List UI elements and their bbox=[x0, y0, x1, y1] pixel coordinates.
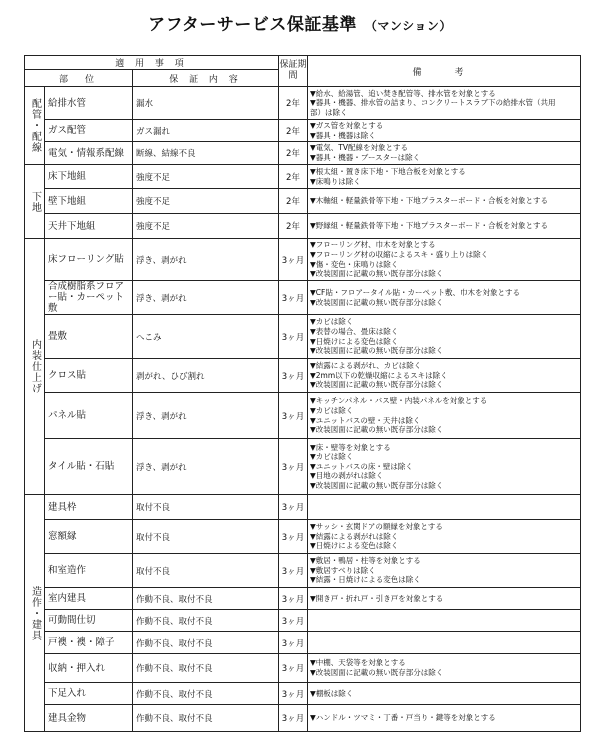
note-line: ▼根太組・置き床下地・下地合板を対象とする bbox=[310, 166, 466, 176]
part-cell: 合成樹脂系フロアー貼・カーペット敷 bbox=[45, 281, 133, 315]
warranty-content-cell: へこみ bbox=[133, 315, 279, 359]
header-applicable: 適 用 事 項 bbox=[25, 56, 279, 70]
warranty-content-cell: 作動不良、取付不良 bbox=[133, 632, 279, 654]
title-text: アフターサービス保証基準 bbox=[148, 15, 357, 35]
note-line: ▼結露による剥がれ、カビは除く bbox=[310, 361, 422, 371]
part-cell: パネル貼 bbox=[45, 393, 133, 439]
note-line: ▼敷居・鴨居・柱等を対象とする bbox=[310, 556, 421, 566]
warranty-period-cell: 3ヶ月 bbox=[279, 393, 308, 439]
note-line: ▼中棚、天袋等を対象とする bbox=[310, 658, 406, 668]
note-line: ▼キッチンパネル・バス壁・内装パネルを対象とする bbox=[310, 396, 488, 406]
warranty-content-cell: 浮き、剥がれ bbox=[133, 281, 279, 315]
warranty-content-cell: 作動不良、取付不良 bbox=[133, 705, 279, 732]
notes-cell bbox=[308, 588, 581, 610]
warranty-period-cell: 3ヶ月 bbox=[279, 281, 308, 315]
warranty-content-cell: 漏水 bbox=[133, 87, 279, 120]
category-label: 造作・建具 bbox=[29, 585, 41, 641]
part-cell: 床下地組 bbox=[45, 165, 133, 189]
part-cell: 下足入れ bbox=[45, 683, 133, 705]
title-subtitle: （マンション） bbox=[364, 19, 452, 33]
part-cell: 和室造作 bbox=[45, 554, 133, 588]
warranty-period-cell: 3ヶ月 bbox=[279, 705, 308, 732]
category-cell bbox=[25, 165, 45, 239]
part-cell: 戸襖・襖・障子 bbox=[45, 632, 133, 654]
table-body bbox=[25, 87, 581, 732]
category-cell bbox=[25, 87, 45, 165]
table-row bbox=[25, 439, 581, 495]
notes-cell bbox=[308, 359, 581, 393]
note-line: ▼カビは除く bbox=[310, 452, 354, 462]
note-line: ▼ハンドル・ツマミ・丁番・戸当り・鍵等を対象とする bbox=[310, 713, 496, 723]
note-line: ▼改装図面に記載の無い既存部分は除く bbox=[310, 425, 444, 435]
note-line: ▼ユニットバスの壁・天井は除く bbox=[310, 415, 421, 425]
warranty-content-cell: 作動不良、取付不良 bbox=[133, 610, 279, 632]
warranty-content-cell: 作動不良、取付不良 bbox=[133, 654, 279, 683]
part-cell: 窓額縁 bbox=[45, 520, 133, 554]
notes-cell bbox=[308, 214, 581, 239]
note-line: ▼棚板は除く bbox=[310, 688, 354, 698]
warranty-content-cell: 取付不良 bbox=[133, 554, 279, 588]
table-row bbox=[25, 87, 581, 120]
note-line: ▼改装図面に記載の無い既存部分は除く bbox=[310, 346, 444, 356]
note-line: ▼改装図面に記載の無い既存部分は除く bbox=[310, 297, 444, 307]
header-part: 部 位 bbox=[25, 70, 133, 87]
warranty-period-cell: 3ヶ月 bbox=[279, 610, 308, 632]
warranty-content-cell: 作動不良、取付不良 bbox=[133, 588, 279, 610]
note-line: ▼器具・機器・ブースターは除く bbox=[310, 153, 421, 162]
note-line: ▼敷居すべりは除く bbox=[310, 565, 376, 575]
note-line: ▼フローリング材の収縮によるスキ・盛り上りは除く bbox=[310, 249, 489, 259]
page-title bbox=[0, 10, 600, 35]
note-line: ▼改装図面に記載の無い既存部分は除く bbox=[310, 480, 444, 490]
note-line: ▼改装図面に記載の無い既存部分は除く bbox=[310, 269, 444, 279]
warranty-period-cell: 3ヶ月 bbox=[279, 683, 308, 705]
part-cell: 畳敷 bbox=[45, 315, 133, 359]
note-line: ▼床鳴りは除く bbox=[310, 176, 361, 186]
part-cell: ガス配管 bbox=[45, 120, 133, 142]
warranty-period-cell: 2年 bbox=[279, 189, 308, 214]
warranty-content-cell: 浮き、剥がれ bbox=[133, 239, 279, 281]
note-line: ▼木軸組・軽量鉄骨等下地・下地プラスターボード・合板を対象とする bbox=[310, 196, 549, 206]
warranty-period-cell: 3ヶ月 bbox=[279, 654, 308, 683]
note-line: ▼フローリング材、巾木を対象とする bbox=[310, 240, 436, 250]
table-row bbox=[25, 554, 581, 588]
header-content: 保 証 内 容 bbox=[133, 70, 279, 87]
part-cell: 天井下地組 bbox=[45, 214, 133, 239]
warranty-content-cell: 断線、結線不良 bbox=[133, 142, 279, 165]
notes-cell bbox=[308, 165, 581, 189]
part-cell: 建具金物 bbox=[45, 705, 133, 732]
part-cell: 室内建具 bbox=[45, 588, 133, 610]
warranty-period-cell: 2年 bbox=[279, 165, 308, 189]
note-line: ▼2mm以下の乾燥収縮によるスキは除く bbox=[310, 370, 448, 380]
note-line: ▼電気、TV配線を対象とする bbox=[310, 143, 408, 153]
warranty-period-cell: 3ヶ月 bbox=[279, 554, 308, 588]
category-cell bbox=[25, 495, 45, 732]
warranty-period-cell: 3ヶ月 bbox=[279, 315, 308, 359]
table-row bbox=[25, 165, 581, 189]
table-row bbox=[25, 632, 581, 654]
table-row bbox=[25, 495, 581, 520]
note-line: ▼床・壁等を対象とする bbox=[310, 442, 391, 452]
table-row bbox=[25, 315, 581, 359]
category-label: 内装仕上げ bbox=[29, 339, 41, 394]
part-cell: 可動間仕切 bbox=[45, 610, 133, 632]
note-line: ▼日焼けによる変色は除く bbox=[310, 541, 399, 551]
note-line: ▼結露・日焼けによる変色は除く bbox=[310, 575, 421, 585]
warranty-content-cell: 浮き、剥がれ bbox=[133, 439, 279, 495]
table-row bbox=[25, 683, 581, 705]
note-line: ▼改装図面に記載の無い既存部分は除く bbox=[310, 668, 444, 677]
part-cell: 給排水管 bbox=[45, 87, 133, 120]
note-line: ▼改装図面に記載の無い既存部分は除く bbox=[310, 380, 444, 390]
warranty-period-cell: 3ヶ月 bbox=[279, 359, 308, 393]
warranty-period-cell: 2年 bbox=[279, 142, 308, 165]
part-cell: 壁下地組 bbox=[45, 189, 133, 214]
note-line: ▼CF貼・フロアータイル貼・カーペット敷、巾木を対象とする bbox=[310, 287, 520, 297]
warranty-period-cell: 3ヶ月 bbox=[279, 520, 308, 554]
table-row bbox=[25, 588, 581, 610]
note-line: ▼開き戸・折れ戸・引き戸を対象とする bbox=[310, 593, 444, 603]
warranty-period-cell: 2年 bbox=[279, 120, 308, 142]
table-row bbox=[25, 393, 581, 439]
table-row bbox=[25, 705, 581, 732]
notes-cell bbox=[308, 683, 581, 705]
warranty-content-cell: 強度不足 bbox=[133, 214, 279, 239]
header-notes: 備 考 bbox=[308, 56, 581, 87]
notes-cell bbox=[308, 315, 581, 359]
warranty-content-cell: 作動不良、取付不良 bbox=[133, 683, 279, 705]
table-row bbox=[25, 142, 581, 165]
table-row bbox=[25, 214, 581, 239]
table-row bbox=[25, 520, 581, 554]
warranty-content-cell: 浮き、剥がれ bbox=[133, 393, 279, 439]
table-row bbox=[25, 189, 581, 214]
notes-cell bbox=[308, 189, 581, 214]
note-line: ▼サッシ・玄関ドアの額縁を対象とする bbox=[310, 522, 443, 532]
notes-cell bbox=[308, 654, 581, 683]
note-line: ▼器具・機器は除く bbox=[310, 130, 376, 140]
notes-cell bbox=[308, 281, 581, 315]
table-row bbox=[25, 359, 581, 393]
warranty-content-cell: 強度不足 bbox=[133, 165, 279, 189]
note-line: ▼ガス管を対象とする bbox=[310, 120, 384, 130]
notes-cell bbox=[308, 87, 581, 120]
warranty-period-cell: 3ヶ月 bbox=[279, 239, 308, 281]
note-line: ▼傷・変色・床鳴りは除く bbox=[310, 259, 399, 269]
note-line: ▼カビは除く bbox=[310, 405, 354, 415]
notes-cell bbox=[308, 495, 581, 520]
notes-cell bbox=[308, 439, 581, 495]
category-label: 下地 bbox=[29, 190, 41, 213]
part-cell: 床フローリング貼 bbox=[45, 239, 133, 281]
category-label: 配管・配線 bbox=[29, 98, 41, 153]
warranty-period-cell: 3ヶ月 bbox=[279, 632, 308, 654]
warranty-period-cell: 2年 bbox=[279, 214, 308, 239]
part-cell: 電気・情報系配線 bbox=[45, 142, 133, 165]
note-line: ▼結露による剥がれは除く bbox=[310, 531, 399, 541]
warranty-content-cell: 強度不足 bbox=[133, 189, 279, 214]
warranty-content-cell: 取付不良 bbox=[133, 520, 279, 554]
note-line: ▼ユニットバスの床・壁は除く bbox=[310, 461, 413, 471]
warranty-period-cell: 3ヶ月 bbox=[279, 495, 308, 520]
note-line: ▼器具・機器、排水管の詰まり、コンクリートスラブ下の給排水管（共用 bbox=[310, 98, 556, 108]
note-line: ▼野縁組・軽量鉄骨等下地・下地プラスターボード・合板を対象とする bbox=[310, 221, 549, 231]
table-row bbox=[25, 654, 581, 683]
note-line: ▼日焼けによる変色は除く bbox=[310, 336, 399, 346]
notes-cell bbox=[308, 610, 581, 632]
table-row bbox=[25, 281, 581, 315]
warranty-period-cell: 3ヶ月 bbox=[279, 439, 308, 495]
table-row bbox=[25, 239, 581, 281]
part-cell: タイル貼・石貼 bbox=[45, 439, 133, 495]
warranty-period-cell: 3ヶ月 bbox=[279, 588, 308, 610]
part-cell: 建具枠 bbox=[45, 495, 133, 520]
notes-cell bbox=[308, 554, 581, 588]
note-line: ▼目地の剥がれは除く bbox=[310, 471, 384, 481]
warranty-content-cell: ガス漏れ bbox=[133, 120, 279, 142]
table-row bbox=[25, 120, 581, 142]
notes-cell bbox=[308, 705, 581, 732]
notes-cell bbox=[308, 239, 581, 281]
table-row bbox=[25, 610, 581, 632]
notes-cell bbox=[308, 120, 581, 142]
notes-cell bbox=[308, 393, 581, 439]
warranty-content-cell: 剥がれ、ひび割れ bbox=[133, 359, 279, 393]
note-line: 部）は除く bbox=[310, 107, 348, 117]
category-cell bbox=[25, 239, 45, 495]
header-period: 保証期間 bbox=[279, 56, 308, 87]
warranty-table bbox=[24, 55, 581, 732]
notes-cell bbox=[308, 520, 581, 554]
part-cell: 収納・押入れ bbox=[45, 654, 133, 683]
warranty-period-cell: 2年 bbox=[279, 87, 308, 120]
note-line: ▼カビは除く bbox=[310, 317, 354, 327]
note-line: ▼表替の場合、畳床は除く bbox=[310, 326, 399, 336]
notes-cell bbox=[308, 142, 581, 165]
notes-cell bbox=[308, 632, 581, 654]
part-cell: クロス貼 bbox=[45, 359, 133, 393]
note-line: ▼給水、給湯管、追い焚き配管等、排水管を対象とする bbox=[310, 88, 496, 98]
warranty-content-cell: 取付不良 bbox=[133, 495, 279, 520]
